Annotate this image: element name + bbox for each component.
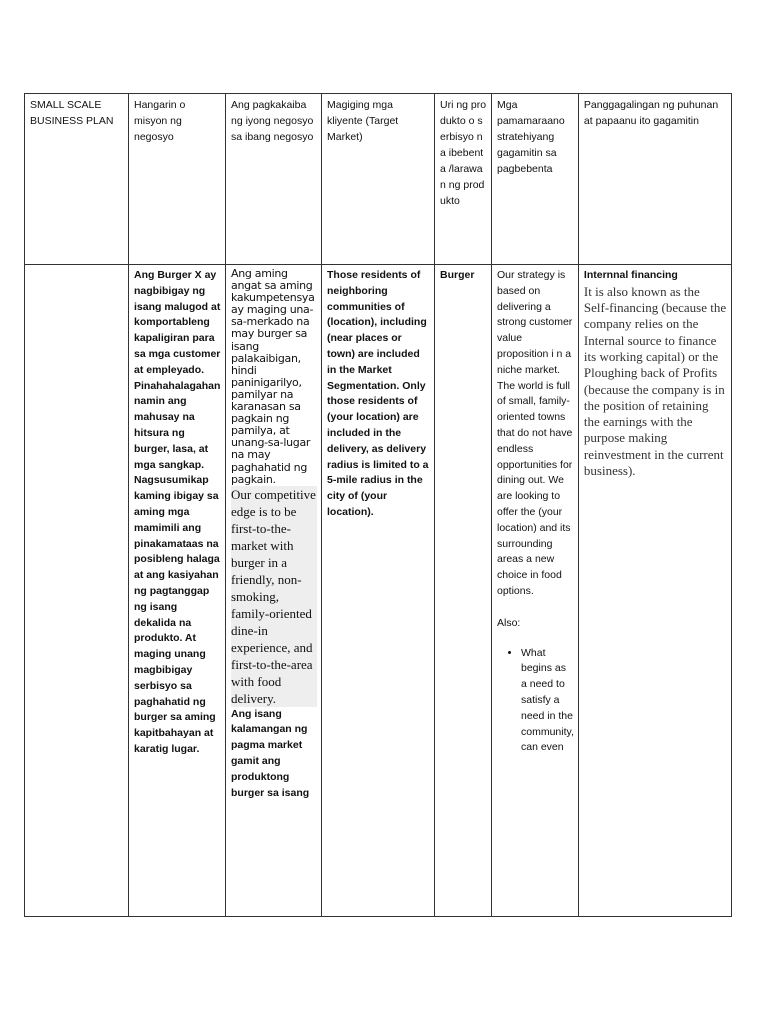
financing-text: It is also known as the Self-financing (because the company relies on the Internal source to finance its working capital) or the Ploughing back of Profits (because the company is in the position of retaining the earnings with the purpose making reinvestment in the current business).	[583, 283, 727, 479]
strategy-cell	[492, 265, 579, 917]
mission-text: Ang Burger X ay nagbibigay ng isang malugod at komportableng kapaligiran para sa mga customer at empleyado. Pinahahalagahan namin ang mahusay na hitsura ng burger, lasa, at mga sangkap. Nagsusumikap kaming ibigay sa aming mga mamimili ang pinakamataas na posibleng halaga at ang kasiyahan ng pagtanggap ng isang dekalida na produkto. At maging unang magbibigay serbisyo sa paghahatid ng burger sa aming kapitbahayan at karatig lugar.	[129, 265, 226, 917]
body-empty-cell	[25, 265, 129, 917]
header-mission: Hangarin o misyon ng negosyo	[129, 94, 226, 265]
list-item: • What begins as a need to satisfy a need in the community, can even	[521, 646, 574, 757]
capital-cell	[578, 265, 731, 917]
header-small-scale-business-plan: SMALL SCALE BUSINESS PLAN	[25, 94, 129, 265]
header-product-type: Uri ng produkto o serbisyo na ibebenta /larawan ng produkto	[435, 94, 492, 265]
difference-tagalog-text: Ang aming angat sa aming kakumpetensya ay maging una-sa-merkado na may burger sa isang palakaibigan, hindi paninigarilyo, pamilyar na karanasan sa pagkain ng pamilya, at unang-sa-lugar na may paghahatid ng pagkain.	[231, 267, 315, 486]
financing-title: Internnal financing	[583, 269, 678, 281]
body-row	[25, 265, 732, 917]
advantage-text: Ang isang kalamangan ng pagma market gamit ang produktong burger sa isang	[231, 707, 310, 799]
strategy-also-label: Also:	[497, 616, 521, 629]
difference-cell	[226, 265, 322, 917]
target-market-text: Those residents of neighboring communities of (location), including (near places or town) are included in the Market Segmentation. Only those residents of (your location) are included in the delivery, as delivery radius is limited to a 5-mile radius in the city of (your location).	[322, 265, 435, 917]
strategy-text: Our strategy is based on delivering a strong customer value proposition i n a niche market. The world is full of small, family-oriented towns that do not have endless opportunities for dining out. We are looking to offer the (your location) and its surrounding areas a new choice in food options.	[497, 269, 573, 597]
strategy-bullet-list	[497, 646, 574, 757]
product-text: Burger	[435, 265, 492, 917]
header-row	[25, 94, 732, 265]
header-selling-strategy: Mga pamamaraano stratehiyang gagamitin sa pagbebenta	[492, 94, 579, 265]
business-plan-table	[24, 93, 732, 917]
header-capital-source: Panggagalingan ng puhunan at papaanu ito gagamitin	[578, 94, 731, 265]
header-target-market: Magiging mga kliyente (Target Market)	[322, 94, 435, 265]
competitive-edge-text: Our competitive edge is to be first-to-the-market with burger in a friendly, non-smoking, family-oriented dine-in experience, and first-to-the-area with food delivery.	[231, 486, 316, 706]
header-difference: Ang pagkakaiba ng iyong negosyo sa ibang negosyo	[226, 94, 322, 265]
